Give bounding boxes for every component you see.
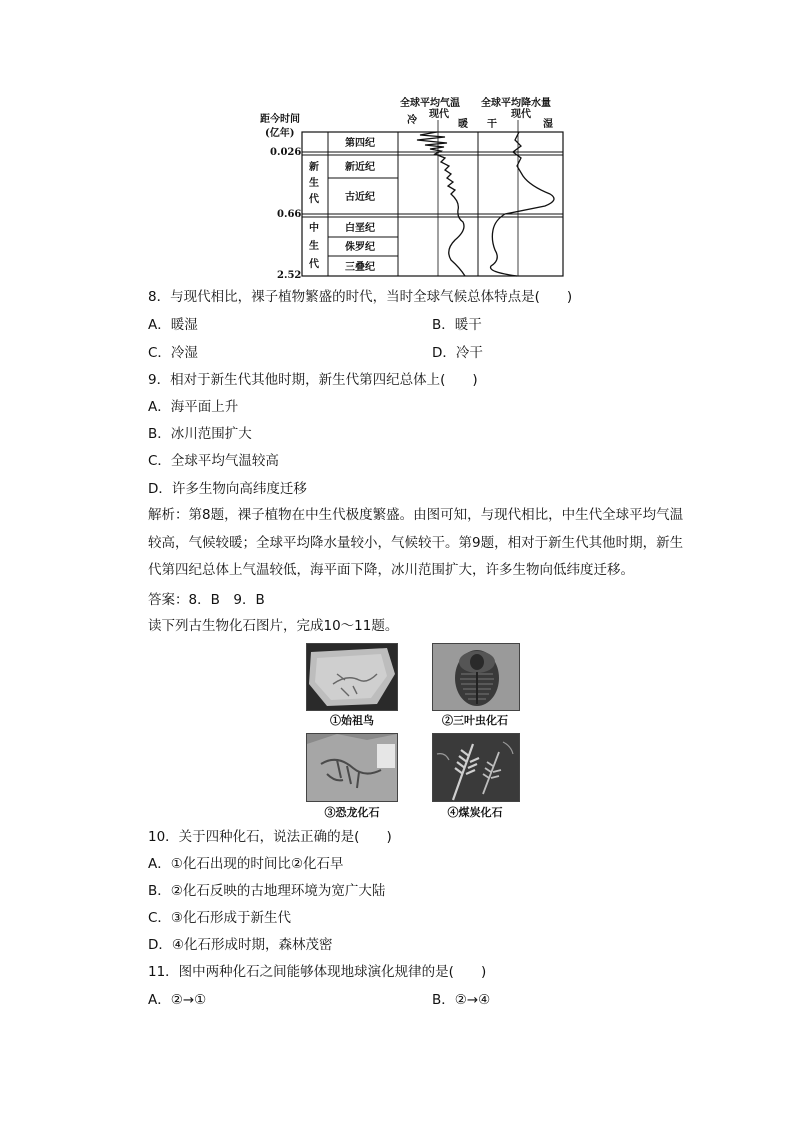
caption-dinosaur: ③恐龙化石	[324, 806, 380, 819]
era-cenozoic-1: 新	[309, 162, 319, 173]
axis-title-1: 距今时间	[260, 114, 300, 125]
coal-fossil-photo	[432, 733, 520, 802]
temp-warm-label: 暖	[458, 119, 468, 130]
tick-bottom: 2.52	[277, 270, 302, 281]
era-mesozoic-1: 中	[309, 223, 319, 234]
answer-text: 答案：8．B 9．B	[148, 592, 265, 608]
temp-modern-label: 现代	[429, 109, 449, 120]
intro-text: 读下列古生物化石图片，完成10～11题。	[148, 618, 399, 634]
precip-wet-label: 湿	[543, 119, 553, 130]
caption-coal: ④煤炭化石	[447, 806, 503, 819]
q9-option-c[interactable]: C．全球平均气温较高	[148, 453, 279, 469]
trilobite-photo	[432, 643, 520, 711]
q10-option-a[interactable]: A．①化石出现的时间比②化石早	[148, 856, 344, 872]
tick-top: 0.026	[270, 147, 302, 158]
caption-archaeopteryx: ①始祖鸟	[330, 714, 374, 727]
q10-option-c[interactable]: C．③化石形成于新生代	[148, 910, 292, 926]
era-cenozoic-2: 生	[309, 178, 319, 189]
period-neogene: 新近纪	[345, 162, 375, 173]
q10-option-b[interactable]: B．②化石反映的古地理环境为宽广大陆	[148, 883, 386, 899]
temp-cold-label: 冷	[407, 115, 417, 126]
period-quaternary: 第四纪	[345, 138, 375, 149]
header-precip: 全球平均降水量	[481, 98, 551, 109]
q9-option-b[interactable]: B．冰川范围扩大	[148, 426, 252, 442]
analysis-text: 解析：第8题，裸子植物在中生代极度繁盛。由图可知，与现代相比，中生代全球平均气温较高，气候较暖；全球平均降水量较小，气候较干。第9题，相对于新生代其他时期，新生代第四纪总体上气温较低，海平面下降，冰川范围扩大，许多生物向低纬度迁移。	[148, 507, 684, 578]
caption-trilobite: ②三叶虫化石	[442, 714, 508, 727]
q8-option-c[interactable]: C．冷湿	[148, 345, 198, 361]
period-triassic: 三叠纪	[345, 262, 375, 273]
temperature-curve	[417, 132, 465, 276]
geologic-climate-chart	[255, 90, 585, 285]
period-paleogene: 古近纪	[345, 192, 375, 203]
dinosaur-fossil-photo	[306, 733, 398, 802]
archaeopteryx-photo	[306, 643, 398, 711]
q9-option-d[interactable]: D．许多生物向高纬度迁移	[148, 481, 307, 497]
q11-option-a[interactable]: A．②→①	[148, 992, 207, 1008]
q8-option-a[interactable]: A．暖湿	[148, 317, 198, 333]
q11-stem: 11．图中两种化石之间能够体现地球演化规律的是( )	[148, 964, 487, 980]
era-mesozoic-3: 代	[309, 259, 319, 270]
precip-modern-label: 现代	[511, 109, 531, 120]
tick-mid: 0.66	[277, 209, 302, 220]
era-mesozoic-2: 生	[309, 241, 319, 252]
period-cretaceous: 白垩纪	[345, 223, 375, 234]
q9-option-a[interactable]: A．海平面上升	[148, 399, 239, 415]
axis-title-2: (亿年)	[265, 128, 295, 139]
q8-option-d[interactable]: D．冷干	[432, 345, 483, 361]
precipitation-curve	[491, 132, 554, 276]
q10-option-d[interactable]: D．④化石形成时期，森林茂密	[148, 937, 333, 953]
q8-stem: 8．与现代相比，裸子植物繁盛的时代，当时全球气候总体特点是( )	[148, 289, 573, 305]
precip-dry-label: 干	[487, 119, 497, 130]
header-temp: 全球平均气温	[400, 98, 460, 109]
period-jurassic: 侏罗纪	[345, 242, 375, 253]
q8-option-b[interactable]: B．暖干	[432, 317, 482, 333]
q11-option-b[interactable]: B．②→④	[432, 992, 491, 1008]
q9-stem: 9．相对于新生代其他时期，新生代第四纪总体上( )	[148, 372, 478, 388]
q10-stem: 10．关于四种化石，说法正确的是( )	[148, 829, 392, 845]
era-cenozoic-3: 代	[309, 194, 319, 205]
